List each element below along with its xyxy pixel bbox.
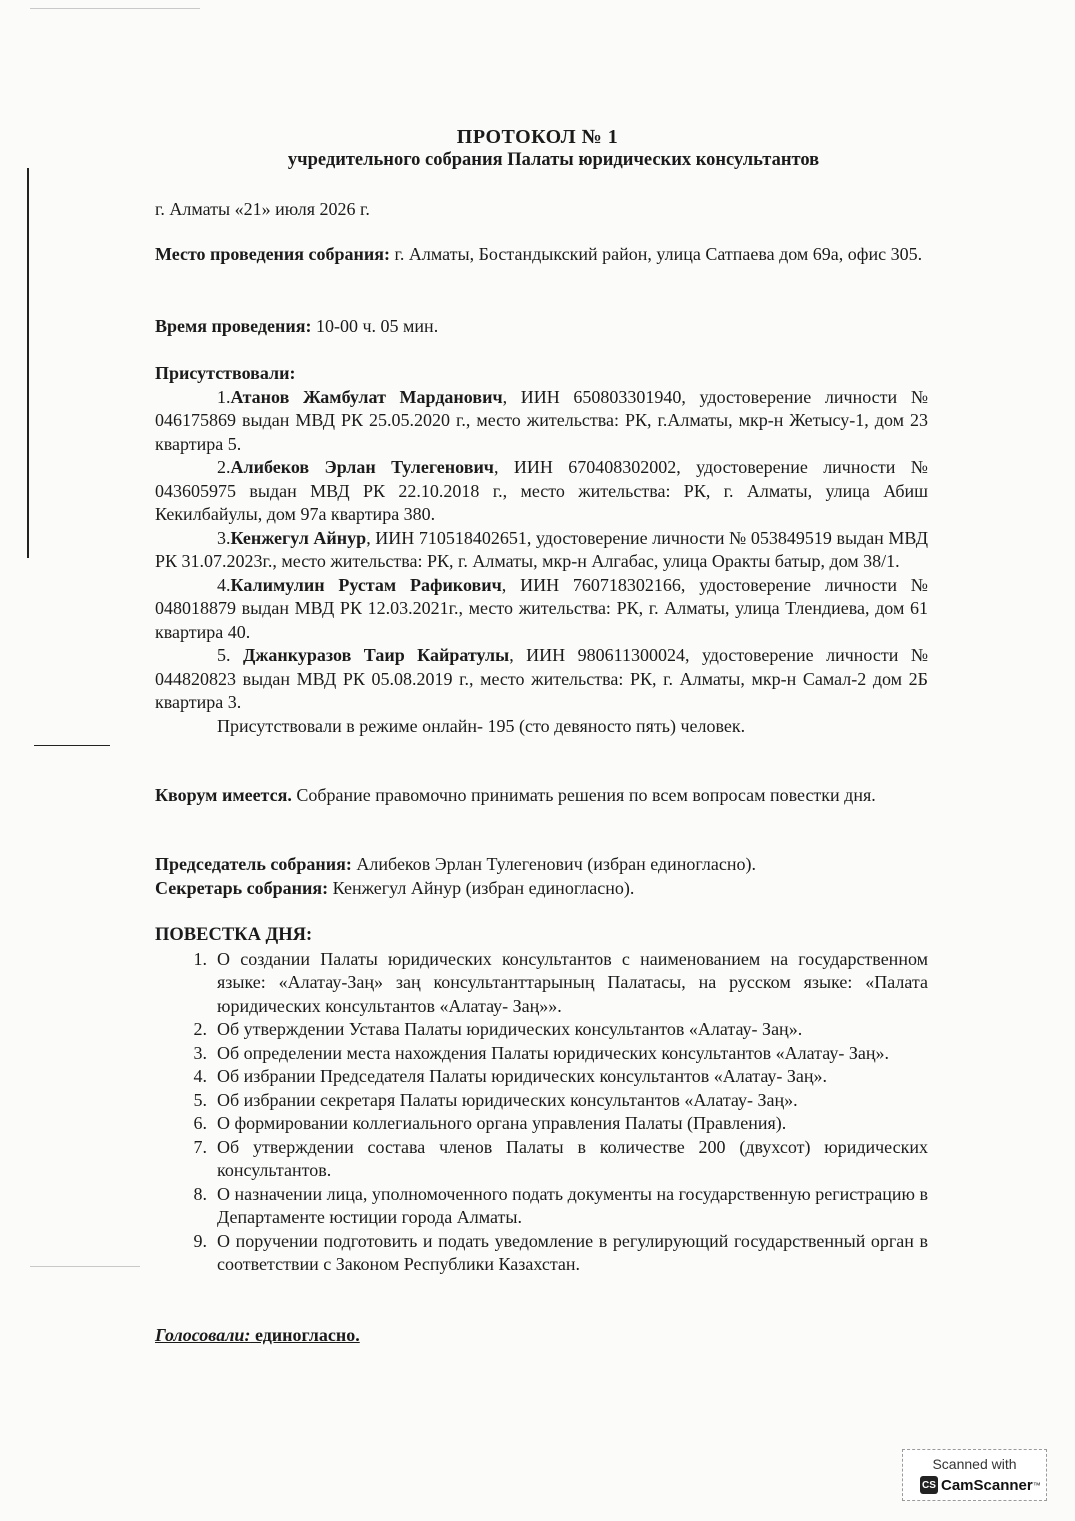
camscanner-watermark (902, 1449, 1047, 1501)
document-subtitle: учредительного собрания Палаты юридических консультантов (287, 150, 820, 170)
camscanner-tm: ™ (1032, 1480, 1041, 1490)
quorum (155, 784, 928, 808)
voting-label: Голосовали: (155, 1325, 251, 1345)
secretary-text: Кенжегул Айнур (избран единогласно). (328, 878, 635, 898)
present-label: Присутствовали: (155, 363, 296, 383)
quorum-label: Кворум имеется. (155, 785, 292, 805)
agenda-item: 2. Об утверждении Устава Палаты юридических консультантов «Алатау- Заң». (193, 1019, 803, 1039)
agenda-item: 6. О формировании коллегиального органа управления Палаты (Правления). (193, 1113, 787, 1133)
agenda-item: 4. Об избрании Председателя Палаты юридических консультантов «Алатау- Заң». (193, 1066, 828, 1086)
secretary (155, 877, 928, 901)
secretary-label: Секретарь собрания: (155, 878, 329, 898)
camscanner-logo-icon: CS (920, 1476, 938, 1494)
quorum-text: Собрание правомочно принимать решения по всем вопросам повестки дня. (291, 785, 876, 805)
agenda-label: ПОВЕСТКА ДНЯ: (155, 925, 313, 945)
attendee-name: Калимулин Рустам Рафикович (230, 574, 502, 595)
scan-faint-line (30, 8, 200, 9)
chairman-text: Алибеков Эрлан Тулегенович (избран единогласно). (351, 854, 756, 874)
voting-result (155, 1325, 360, 1346)
agenda (155, 924, 928, 1277)
venue-label: Место проведения собрания: (155, 244, 391, 264)
attendee: 5. Джанкуразов Таир Кайратулы, ИИН 980611300024, удостоверение личности № 044820823 выдан МВД РК 05.08.2019 г., место жительства: РК, г. Алматы, мкр-н Самал-2 дом 2Б квартира 3. (155, 645, 929, 712)
agenda-item: 8. О назначении лица, уполномоченного подать документы на государственную регистрацию в Департаменте юстиции города Алматы. (193, 1183, 928, 1227)
camscanner-name: CamScanner (941, 1476, 1033, 1494)
time-text: 10-00 ч. 05 мин. (311, 316, 439, 336)
scan-edge-line (34, 745, 110, 746)
agenda-item: 3. Об определении места нахождения Палаты юридических консультантов «Алатау- Заң». (193, 1042, 889, 1063)
venue-text: г. Алматы, Бостандыкский район, улица Сатпаева дом 69а, офис 305. (390, 244, 923, 264)
agenda-item: 1. О создании Палаты юридических консультантов с наименованием на государственном языке: «Алатау-Заң» заң консультанттарының Палатасы, на русском языке: «Палата юридических консультантов «Алатау- Заң»». (193, 948, 928, 1016)
attendee: 2.Алибеков Эрлан Тулегенович, ИИН 670408302002, удостоверение личности № 043605975 выдан МВД РК 22.10.2018 г., место жительства: РК, г. Алматы, улица Абиш Кекилбайулы, дом 97а квартира 380. (155, 457, 928, 524)
online-attendance: Присутствовали в режиме онлайн- 195 (сто девяносто пять) человек. (217, 715, 746, 736)
city-date: г. Алматы «21» июля 2026 г. (155, 199, 370, 219)
meeting-time (155, 315, 928, 339)
scan-edge-line (27, 168, 29, 558)
agenda-item: 5. Об избрании секретаря Палаты юридических консультантов «Алатау- Заң». (193, 1089, 798, 1110)
scan-faint-line (30, 1266, 140, 1267)
document-title: ПРОТОКОЛ № 1 (456, 126, 619, 148)
agenda-item: 9. О поручении подготовить и подать уведомление в регулирующий государственный орган в соответствии с Законом Республики Казахстан. (193, 1230, 928, 1274)
camscanner-caption: Scanned with (932, 1456, 1017, 1472)
voting-value: единогласно. (250, 1325, 360, 1345)
attendee: 1.Атанов Жамбулат Марданович, ИИН 650803301940, удостоверение личности № 046175869 выдан МВД РК 25.05.2020 г., место жительства: РК, г.Алматы, мкр-н Жетысу-1, дом 23 квартира 5. (155, 386, 928, 454)
attendee-name: Атанов Жамбулат Марданович (230, 386, 503, 407)
agenda-item: 7. Об утверждении состава членов Палаты в количестве 200 (двухсот) юридических консультантов. (193, 1136, 928, 1180)
venue (155, 243, 928, 267)
attendee-name: Кенжегул Айнур (230, 527, 367, 548)
attendee: 4.Калимулин Рустам Рафикович, ИИН 760718302166, удостоверение личности № 048018879 выдан МВД РК 12.03.2021г., место жительства: РК, г. Алматы, улица Тлендиева, дом 61 квартира 40. (155, 574, 928, 642)
attendee: 3.Кенжегул Айнур, ИИН 710518402651, удостоверение личности № 053849519 выдан МВД РК 31.07.2023г., место жительства: РК, г. Алматы, мкр-н Алгабас, улица Оракты батыр, дом 38/1. (155, 527, 928, 571)
chairman-label: Председатель собрания: (155, 854, 352, 874)
present-section (155, 362, 928, 738)
time-label: Время проведения: (155, 316, 312, 336)
attendee-name: Джанкуразов Таир Кайратулы (242, 645, 510, 665)
chairman (155, 853, 928, 877)
attendee-name: Алибеков Эрлан Тулегенович (230, 457, 494, 477)
